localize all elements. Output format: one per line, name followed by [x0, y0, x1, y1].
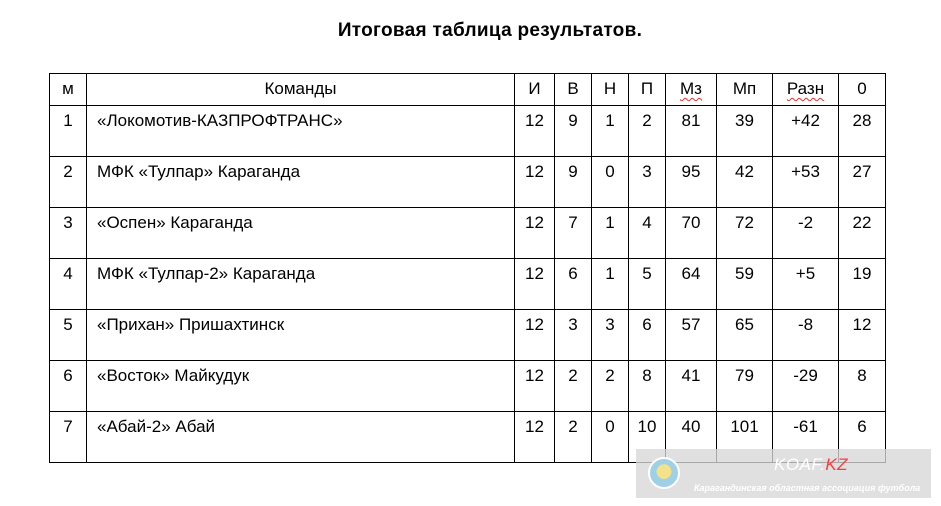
cell-goals-conceded: 39	[717, 106, 773, 157]
table-row	[50, 259, 886, 310]
cell-place: 4	[50, 259, 87, 310]
page-title: Итоговая таблица результатов.	[337, 20, 643, 41]
cell-team: «Восток» Майкудук	[87, 361, 515, 412]
watermark-subtitle: Карагандинская областная ассоциация футбола	[694, 483, 921, 493]
cell-goal-difference: -61	[773, 412, 839, 463]
cell-losses: 10	[629, 412, 666, 463]
cell-losses: 4	[629, 208, 666, 259]
table-row	[50, 157, 886, 208]
table-row	[50, 106, 886, 157]
watermark-banner	[636, 449, 931, 498]
cell-goals-conceded: 59	[717, 259, 773, 310]
cell-points: 28	[839, 106, 886, 157]
cell-team: МФК «Тулпар-2» Караганда	[87, 259, 515, 310]
header-goal-difference: Разн	[773, 74, 839, 106]
cell-goals-scored: 41	[666, 361, 717, 412]
cell-goals-scored: 64	[666, 259, 717, 310]
cell-goals-conceded: 65	[717, 310, 773, 361]
cell-draws: 2	[592, 361, 629, 412]
cell-games: 12	[515, 157, 555, 208]
cell-games: 12	[515, 361, 555, 412]
header-points: 0	[839, 74, 886, 106]
header-losses: П	[629, 74, 666, 106]
watermark-brand: KOAF.KZ	[774, 455, 849, 474]
cell-draws: 3	[592, 310, 629, 361]
cell-goals-conceded: 72	[717, 208, 773, 259]
cell-points: 22	[839, 208, 886, 259]
cell-games: 12	[515, 208, 555, 259]
cell-draws: 0	[592, 157, 629, 208]
cell-goal-difference: -8	[773, 310, 839, 361]
cell-wins: 6	[555, 259, 592, 310]
cell-games: 12	[515, 259, 555, 310]
cell-goals-scored: 40	[666, 412, 717, 463]
cell-goals-conceded: 79	[717, 361, 773, 412]
cell-goals-conceded: 42	[717, 157, 773, 208]
cell-points: 12	[839, 310, 886, 361]
cell-games: 12	[515, 310, 555, 361]
cell-place: 6	[50, 361, 87, 412]
header-place: м	[50, 74, 87, 106]
header-wins: В	[555, 74, 592, 106]
cell-wins: 3	[555, 310, 592, 361]
header-draws: Н	[592, 74, 629, 106]
cell-draws: 0	[592, 412, 629, 463]
cell-goals-conceded: 101	[717, 412, 773, 463]
table-row	[50, 208, 886, 259]
cell-goal-difference: -2	[773, 208, 839, 259]
header-games: И	[515, 74, 555, 106]
cell-wins: 7	[555, 208, 592, 259]
cell-draws: 1	[592, 259, 629, 310]
cell-goal-difference: +5	[773, 259, 839, 310]
cell-wins: 9	[555, 157, 592, 208]
header-goals-scored: Мз	[666, 74, 717, 106]
cell-goal-difference: -29	[773, 361, 839, 412]
cell-team: «Абай-2» Абай	[87, 412, 515, 463]
cell-place: 2	[50, 157, 87, 208]
cell-losses: 5	[629, 259, 666, 310]
cell-team: «Локомотив-КАЗПРОФТРАНС»	[87, 106, 515, 157]
cell-goals-scored: 81	[666, 106, 717, 157]
table-row	[50, 310, 886, 361]
federation-emblem-icon	[648, 457, 680, 489]
cell-points: 27	[839, 157, 886, 208]
header-goals-conceded: Мп	[717, 74, 773, 106]
cell-goals-scored: 95	[666, 157, 717, 208]
cell-wins: 9	[555, 106, 592, 157]
cell-games: 12	[515, 106, 555, 157]
cell-draws: 1	[592, 106, 629, 157]
cell-goal-difference: +42	[773, 106, 839, 157]
cell-points: 6	[839, 412, 886, 463]
cell-losses: 8	[629, 361, 666, 412]
cell-wins: 2	[555, 361, 592, 412]
cell-place: 3	[50, 208, 87, 259]
cell-goals-scored: 57	[666, 310, 717, 361]
cell-draws: 1	[592, 208, 629, 259]
results-table	[49, 73, 886, 463]
table-row	[50, 361, 886, 412]
cell-place: 7	[50, 412, 87, 463]
cell-losses: 6	[629, 310, 666, 361]
cell-goals-scored: 70	[666, 208, 717, 259]
cell-team: МФК «Тулпар» Караганда	[87, 157, 515, 208]
cell-games: 12	[515, 412, 555, 463]
cell-losses: 3	[629, 157, 666, 208]
cell-team: «Прихан» Пришахтинск	[87, 310, 515, 361]
cell-goal-difference: +53	[773, 157, 839, 208]
cell-place: 5	[50, 310, 87, 361]
header-teams: Команды	[87, 74, 515, 106]
cell-place: 1	[50, 106, 87, 157]
table-header-row	[50, 74, 886, 106]
cell-points: 8	[839, 361, 886, 412]
cell-wins: 2	[555, 412, 592, 463]
cell-team: «Оспен» Караганда	[87, 208, 515, 259]
cell-points: 19	[839, 259, 886, 310]
cell-losses: 2	[629, 106, 666, 157]
